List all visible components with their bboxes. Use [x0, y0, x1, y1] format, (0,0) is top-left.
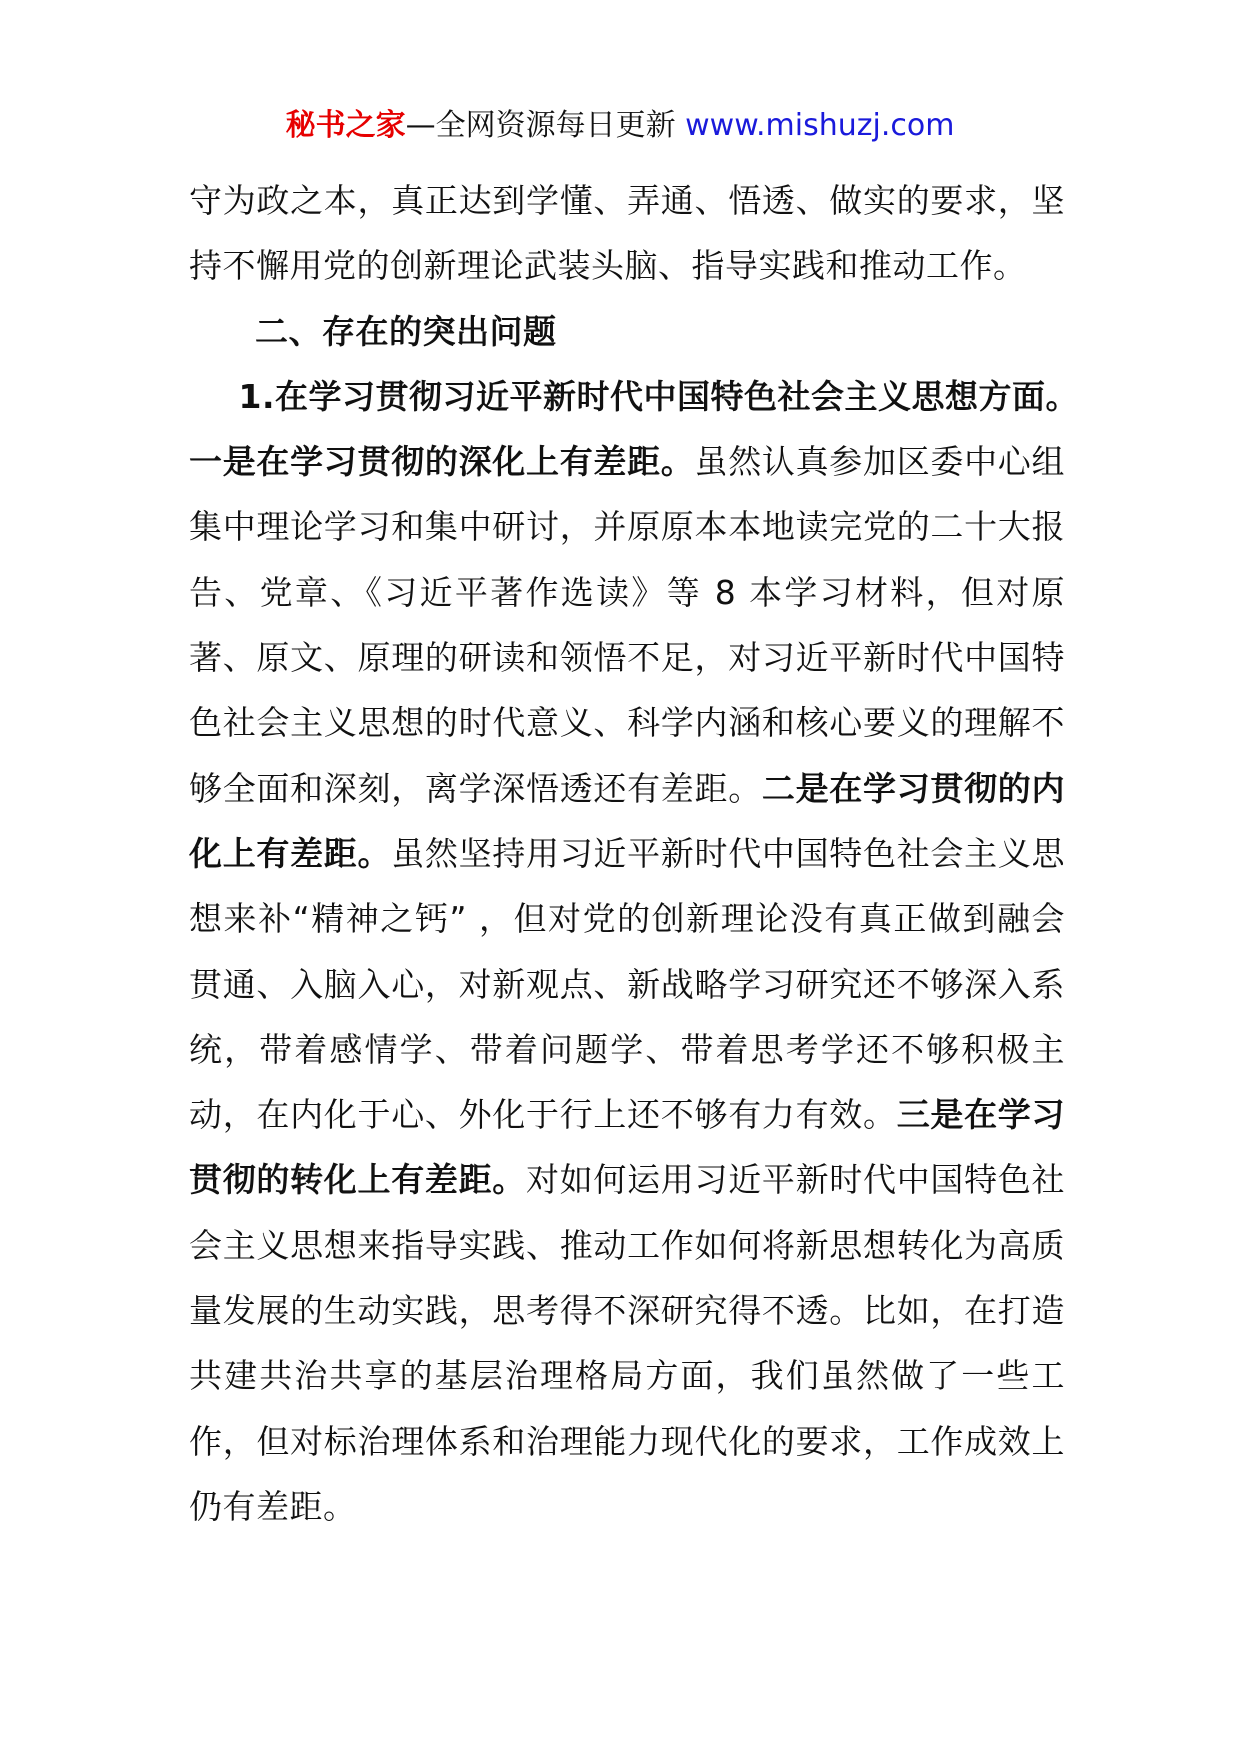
header-tagline: —全网资源每日更新: [405, 108, 686, 143]
page-header: [0, 104, 1240, 148]
header-url[interactable]: www.mishuzj.com: [685, 108, 955, 143]
section-heading: 二、存在的突出问题: [255, 311, 557, 351]
document-body: [189, 168, 1079, 1539]
header-brand: 秘书之家: [285, 108, 406, 143]
point2-text: 虽然坚持用习近平新时代中国特色社会主义思想来补“精神之钙” ，但对党的创新理论没有真正做到融会贯通、入脑入心，对新观点、新战略学习研究还不够深入系统，带着感情学、带着问题学、带着思考学还不够积极主动，在内化于心、外化于行上还不够有力有效。: [189, 833, 1066, 1135]
point3-title: 三是在学习贯彻的转化上有差距。: [189, 1095, 1066, 1200]
point1-title: 一是在学习贯彻的深化上有差距。: [189, 442, 695, 482]
point3-text: 对如何运用习近平新时代中国特色社会主义思想来指导实践、推动工作如何将新思想转化为高质量发展的生动实践，思考得不深研究得不透。比如，在打造共建共治共享的基层治理格局方面，我们虽然做了一些工作，但对标治理体系和治理能力现代化的要求，工作成效上仍有差距。: [189, 1160, 1065, 1526]
subsection-heading: 1.在学习贯彻习近平新时代中国特色社会主义思想方面。: [238, 376, 1079, 416]
point1-text: 虽然认真参加区委中心组集中理论学习和集中研讨，并原原本本地读完党的二十大报告、党章、《习近平著作选读》等 8 本学习材料，但对原著、原文、原理的研读和领悟不足，对习近平新时代中国特色社会主义思想的时代意义、科学内涵和核心要义的理解不够全面和深刻，离学深悟透还有差距。: [189, 442, 1066, 808]
point2-title: 二是在学习贯彻的内化上有差距。: [189, 768, 1066, 873]
paragraph-continuation: 守为政之本，真正达到学懂、弄通、悟透、做实的要求，坚持不懈用党的创新理论武装头脑、指导实践和推动工作。: [189, 181, 1065, 286]
problem-paragraph: [189, 429, 1065, 1539]
